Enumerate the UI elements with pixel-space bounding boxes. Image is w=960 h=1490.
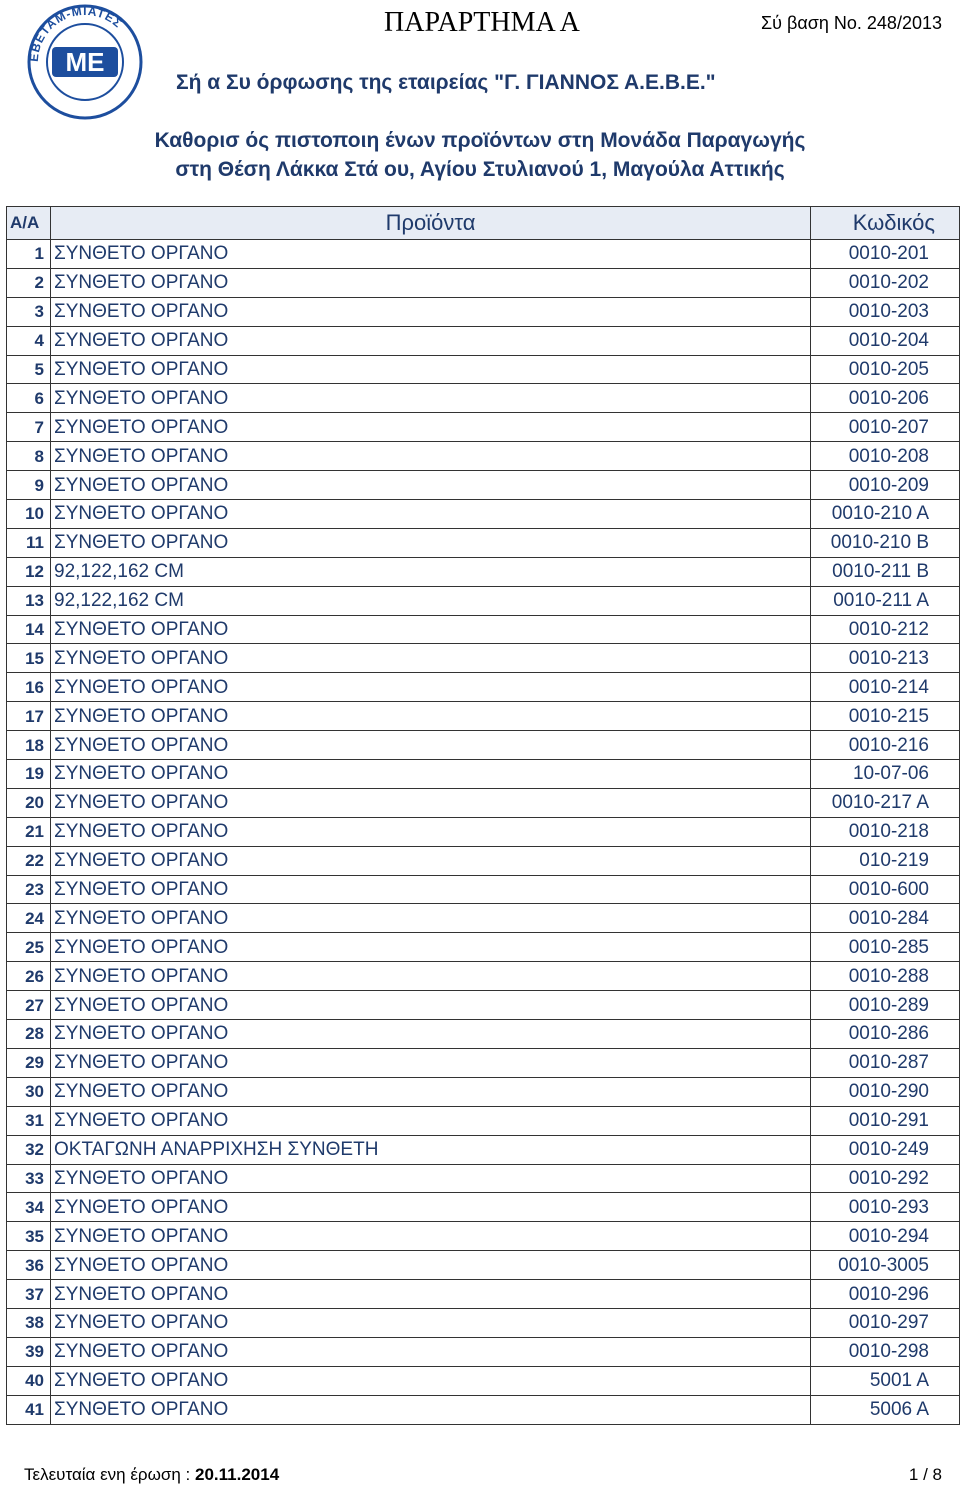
product-name: ΣΥΝΘΕΤΟ ΟΡΓΑΝΟ — [51, 846, 811, 875]
table-header-row — [7, 207, 960, 240]
product-code: 0010-202 — [811, 268, 960, 297]
product-code: 0010-215 — [811, 702, 960, 731]
row-number: 25 — [7, 933, 51, 962]
product-code: 0010-203 — [811, 297, 960, 326]
product-name: ΣΥΝΘΕΤΟ ΟΡΓΑΝΟ — [51, 1308, 811, 1337]
table-row — [7, 1020, 960, 1049]
table-row — [7, 1366, 960, 1395]
row-number: 35 — [7, 1222, 51, 1251]
row-number: 36 — [7, 1251, 51, 1280]
product-name: ΣΥΝΘΕΤΟ ΟΡΓΑΝΟ — [51, 1395, 811, 1424]
table-row — [7, 471, 960, 500]
row-number: 10 — [7, 500, 51, 529]
product-code: 0010-217 A — [811, 788, 960, 817]
row-number: 22 — [7, 846, 51, 875]
product-code: 0010-214 — [811, 673, 960, 702]
product-code: 0010-291 — [811, 1106, 960, 1135]
product-name: ΣΥΝΘΕΤΟ ΟΡΓΑΝΟ — [51, 731, 811, 760]
row-number: 29 — [7, 1048, 51, 1077]
product-code: 0010-293 — [811, 1193, 960, 1222]
product-code: 0010-211 B — [811, 557, 960, 586]
row-number: 30 — [7, 1077, 51, 1106]
product-code: 0010-297 — [811, 1308, 960, 1337]
product-name: ΣΥΝΘΕΤΟ ΟΡΓΑΝΟ — [51, 1106, 811, 1135]
product-code: 0010-289 — [811, 991, 960, 1020]
column-header-product: Προϊόντα — [51, 207, 811, 240]
table-row — [7, 1280, 960, 1309]
table-row — [7, 1164, 960, 1193]
product-name: ΣΥΝΘΕΤΟ ΟΡΓΑΝΟ — [51, 355, 811, 384]
table-row — [7, 962, 960, 991]
product-name: ΣΥΝΘΕΤΟ ΟΡΓΑΝΟ — [51, 1020, 811, 1049]
subtitle-line-1: Καθορισ ός πιστοποιη ένων προϊόντων στη Μονάδα Παραγωγής — [154, 129, 806, 152]
table-row — [7, 528, 960, 557]
row-number: 8 — [7, 442, 51, 471]
product-name: ΣΥΝΘΕΤΟ ΟΡΓΑΝΟ — [51, 500, 811, 529]
product-name: ΣΥΝΘΕΤΟ ΟΡΓΑΝΟ — [51, 962, 811, 991]
product-name: ΣΥΝΘΕΤΟ ΟΡΓΑΝΟ — [51, 1193, 811, 1222]
product-code: 0010-207 — [811, 413, 960, 442]
table-row — [7, 991, 960, 1020]
table-row — [7, 817, 960, 846]
product-name: ΣΥΝΘΕΤΟ ΟΡΓΑΝΟ — [51, 1280, 811, 1309]
row-number: 4 — [7, 326, 51, 355]
product-name: ΣΥΝΘΕΤΟ ΟΡΓΑΝΟ — [51, 528, 811, 557]
subtitle-line-2: στη Θέση Λάκκα Στά ου, Αγίου Στυλιανού 1, Μαγούλα Αττικής — [175, 158, 785, 181]
row-number: 31 — [7, 1106, 51, 1135]
product-name: ΣΥΝΘΕΤΟ ΟΡΓΑΝΟ — [51, 326, 811, 355]
product-code: 0010-213 — [811, 644, 960, 673]
product-code: 0010-205 — [811, 355, 960, 384]
product-name: ΣΥΝΘΕΤΟ ΟΡΓΑΝΟ — [51, 1337, 811, 1366]
product-name: 92,122,162 CM — [51, 557, 811, 586]
row-number: 11 — [7, 528, 51, 557]
product-name: ΣΥΝΘΕΤΟ ΟΡΓΑΝΟ — [51, 991, 811, 1020]
product-name: ΣΥΝΘΕΤΟ ΟΡΓΑΝΟ — [51, 788, 811, 817]
table-row — [7, 788, 960, 817]
product-code: 5001 A — [811, 1366, 960, 1395]
table-row — [7, 1308, 960, 1337]
table-row — [7, 1395, 960, 1424]
row-number: 24 — [7, 904, 51, 933]
table-row — [7, 1077, 960, 1106]
row-number: 38 — [7, 1308, 51, 1337]
row-number: 1 — [7, 240, 51, 269]
row-number: 23 — [7, 875, 51, 904]
product-code: 10-07-06 — [811, 760, 960, 789]
product-name: ΣΥΝΘΕΤΟ ΟΡΓΑΝΟ — [51, 760, 811, 789]
table-row — [7, 1106, 960, 1135]
table-row — [7, 1251, 960, 1280]
table-row — [7, 442, 960, 471]
product-code: 0010-216 — [811, 731, 960, 760]
product-code: 0010-211 A — [811, 586, 960, 615]
product-name: ΣΥΝΘΕΤΟ ΟΡΓΑΝΟ — [51, 817, 811, 846]
table-row — [7, 500, 960, 529]
row-number: 16 — [7, 673, 51, 702]
product-code: 0010-286 — [811, 1020, 960, 1049]
row-number: 2 — [7, 268, 51, 297]
row-number: 40 — [7, 1366, 51, 1395]
product-code: 0010-210 A — [811, 500, 960, 529]
row-number: 14 — [7, 615, 51, 644]
product-code: 0010-600 — [811, 875, 960, 904]
table-row — [7, 1222, 960, 1251]
row-number: 21 — [7, 817, 51, 846]
row-number: 15 — [7, 644, 51, 673]
product-name: ΣΥΝΘΕΤΟ ΟΡΓΑΝΟ — [51, 1048, 811, 1077]
table-row — [7, 702, 960, 731]
product-name: ΣΥΝΘΕΤΟ ΟΡΓΑΝΟ — [51, 1164, 811, 1193]
table-row — [7, 1048, 960, 1077]
row-number: 6 — [7, 384, 51, 413]
product-name: ΣΥΝΘΕΤΟ ΟΡΓΑΝΟ — [51, 1366, 811, 1395]
document-subtitle — [0, 126, 960, 184]
company-logo — [26, 3, 144, 121]
table-row — [7, 586, 960, 615]
product-code: 0010-201 — [811, 240, 960, 269]
company-line: Σή α Συ όρφωσης της εταιρείας "Γ. ΓΙΑΝΝΟΣ Α.Ε.Β.Ε." — [176, 71, 716, 94]
product-code: 0010-288 — [811, 962, 960, 991]
row-number: 18 — [7, 731, 51, 760]
product-code: 0010-285 — [811, 933, 960, 962]
table-row — [7, 875, 960, 904]
page-indicator: 1 / 8 — [908, 1465, 942, 1484]
row-number: 19 — [7, 760, 51, 789]
row-number: 28 — [7, 1020, 51, 1049]
product-code: 0010-294 — [811, 1222, 960, 1251]
product-name: ΣΥΝΘΕΤΟ ΟΡΓΑΝΟ — [51, 442, 811, 471]
product-code: 0010-208 — [811, 442, 960, 471]
table-row — [7, 846, 960, 875]
row-number: 27 — [7, 991, 51, 1020]
product-code: 0010-290 — [811, 1077, 960, 1106]
last-update-label: Τελευταία ενη έρωση : — [24, 1465, 191, 1484]
product-name: 92,122,162 CM — [51, 586, 811, 615]
row-number: 34 — [7, 1193, 51, 1222]
product-name: ΣΥΝΘΕΤΟ ΟΡΓΑΝΟ — [51, 673, 811, 702]
table-row — [7, 240, 960, 269]
table-row — [7, 1193, 960, 1222]
table-row — [7, 1337, 960, 1366]
row-number: 26 — [7, 962, 51, 991]
product-code: 0010-206 — [811, 384, 960, 413]
row-number: 41 — [7, 1395, 51, 1424]
product-code: 010-219 — [811, 846, 960, 875]
product-name: ΣΥΝΘΕΤΟ ΟΡΓΑΝΟ — [51, 240, 811, 269]
table-row — [7, 413, 960, 442]
product-code: 0010-292 — [811, 1164, 960, 1193]
product-name: ΣΥΝΘΕΤΟ ΟΡΓΑΝΟ — [51, 268, 811, 297]
product-code: 0010-210 B — [811, 528, 960, 557]
last-update-date: 20.11.2014 — [195, 1465, 280, 1484]
product-code: 0010-218 — [811, 817, 960, 846]
row-number: 20 — [7, 788, 51, 817]
product-code: 0010-298 — [811, 1337, 960, 1366]
column-header-aa: Α/Α — [7, 207, 51, 240]
table-row — [7, 355, 960, 384]
contract-reference: Σύ βαση Νο. 248/2013 — [761, 13, 942, 33]
product-name: ΣΥΝΘΕΤΟ ΟΡΓΑΝΟ — [51, 1222, 811, 1251]
product-name: ΣΥΝΘΕΤΟ ΟΡΓΑΝΟ — [51, 615, 811, 644]
product-code: 0010-212 — [811, 615, 960, 644]
table-row — [7, 1135, 960, 1164]
product-name: ΣΥΝΘΕΤΟ ΟΡΓΑΝΟ — [51, 1251, 811, 1280]
product-code: 0010-249 — [811, 1135, 960, 1164]
product-name: ΣΥΝΘΕΤΟ ΟΡΓΑΝΟ — [51, 644, 811, 673]
table-row — [7, 760, 960, 789]
product-code: 0010-204 — [811, 326, 960, 355]
product-name: ΣΥΝΘΕΤΟ ΟΡΓΑΝΟ — [51, 471, 811, 500]
annex-title: ΠΑΡΑΡΤΗΜΑ Α — [384, 7, 580, 38]
table-row — [7, 644, 960, 673]
product-name: ΣΥΝΘΕΤΟ ΟΡΓΑΝΟ — [51, 1077, 811, 1106]
logo-ring-text: ΕΒΕΤΑΜ-ΜΙΑΤΕΣ — [26, 3, 126, 63]
table-row — [7, 268, 960, 297]
product-code: 0010-3005 — [811, 1251, 960, 1280]
product-name: ΣΥΝΘΕΤΟ ΟΡΓΑΝΟ — [51, 413, 811, 442]
product-name: ΣΥΝΘΕΤΟ ΟΡΓΑΝΟ — [51, 933, 811, 962]
product-name: ΣΥΝΘΕΤΟ ΟΡΓΑΝΟ — [51, 904, 811, 933]
products-table — [6, 206, 960, 1425]
row-number: 9 — [7, 471, 51, 500]
column-header-code: Κωδικός — [811, 207, 960, 240]
product-code: 0010-287 — [811, 1048, 960, 1077]
row-number: 37 — [7, 1280, 51, 1309]
product-code: 0010-209 — [811, 471, 960, 500]
table-row — [7, 673, 960, 702]
product-code: 5006 A — [811, 1395, 960, 1424]
product-name: ΣΥΝΘΕΤΟ ΟΡΓΑΝΟ — [51, 297, 811, 326]
row-number: 12 — [7, 557, 51, 586]
row-number: 39 — [7, 1337, 51, 1366]
product-name: ΟΚΤΑΓΩΝΗ ΑΝΑΡΡΙΧΗΣΗ ΣΥΝΘΕΤΗ — [51, 1135, 811, 1164]
row-number: 32 — [7, 1135, 51, 1164]
row-number: 17 — [7, 702, 51, 731]
table-row — [7, 615, 960, 644]
product-code: 0010-296 — [811, 1280, 960, 1309]
table-body — [7, 240, 960, 1425]
row-number: 7 — [7, 413, 51, 442]
table-row — [7, 384, 960, 413]
last-update — [24, 1464, 279, 1486]
table-row — [7, 731, 960, 760]
row-number: 33 — [7, 1164, 51, 1193]
table-row — [7, 557, 960, 586]
table-row — [7, 904, 960, 933]
product-name: ΣΥΝΘΕΤΟ ΟΡΓΑΝΟ — [51, 875, 811, 904]
row-number: 13 — [7, 586, 51, 615]
row-number: 3 — [7, 297, 51, 326]
product-name: ΣΥΝΘΕΤΟ ΟΡΓΑΝΟ — [51, 702, 811, 731]
product-name: ΣΥΝΘΕΤΟ ΟΡΓΑΝΟ — [51, 384, 811, 413]
logo-text: ME — [65, 47, 105, 77]
row-number: 5 — [7, 355, 51, 384]
table-row — [7, 326, 960, 355]
product-code: 0010-284 — [811, 904, 960, 933]
table-row — [7, 933, 960, 962]
table-row — [7, 297, 960, 326]
